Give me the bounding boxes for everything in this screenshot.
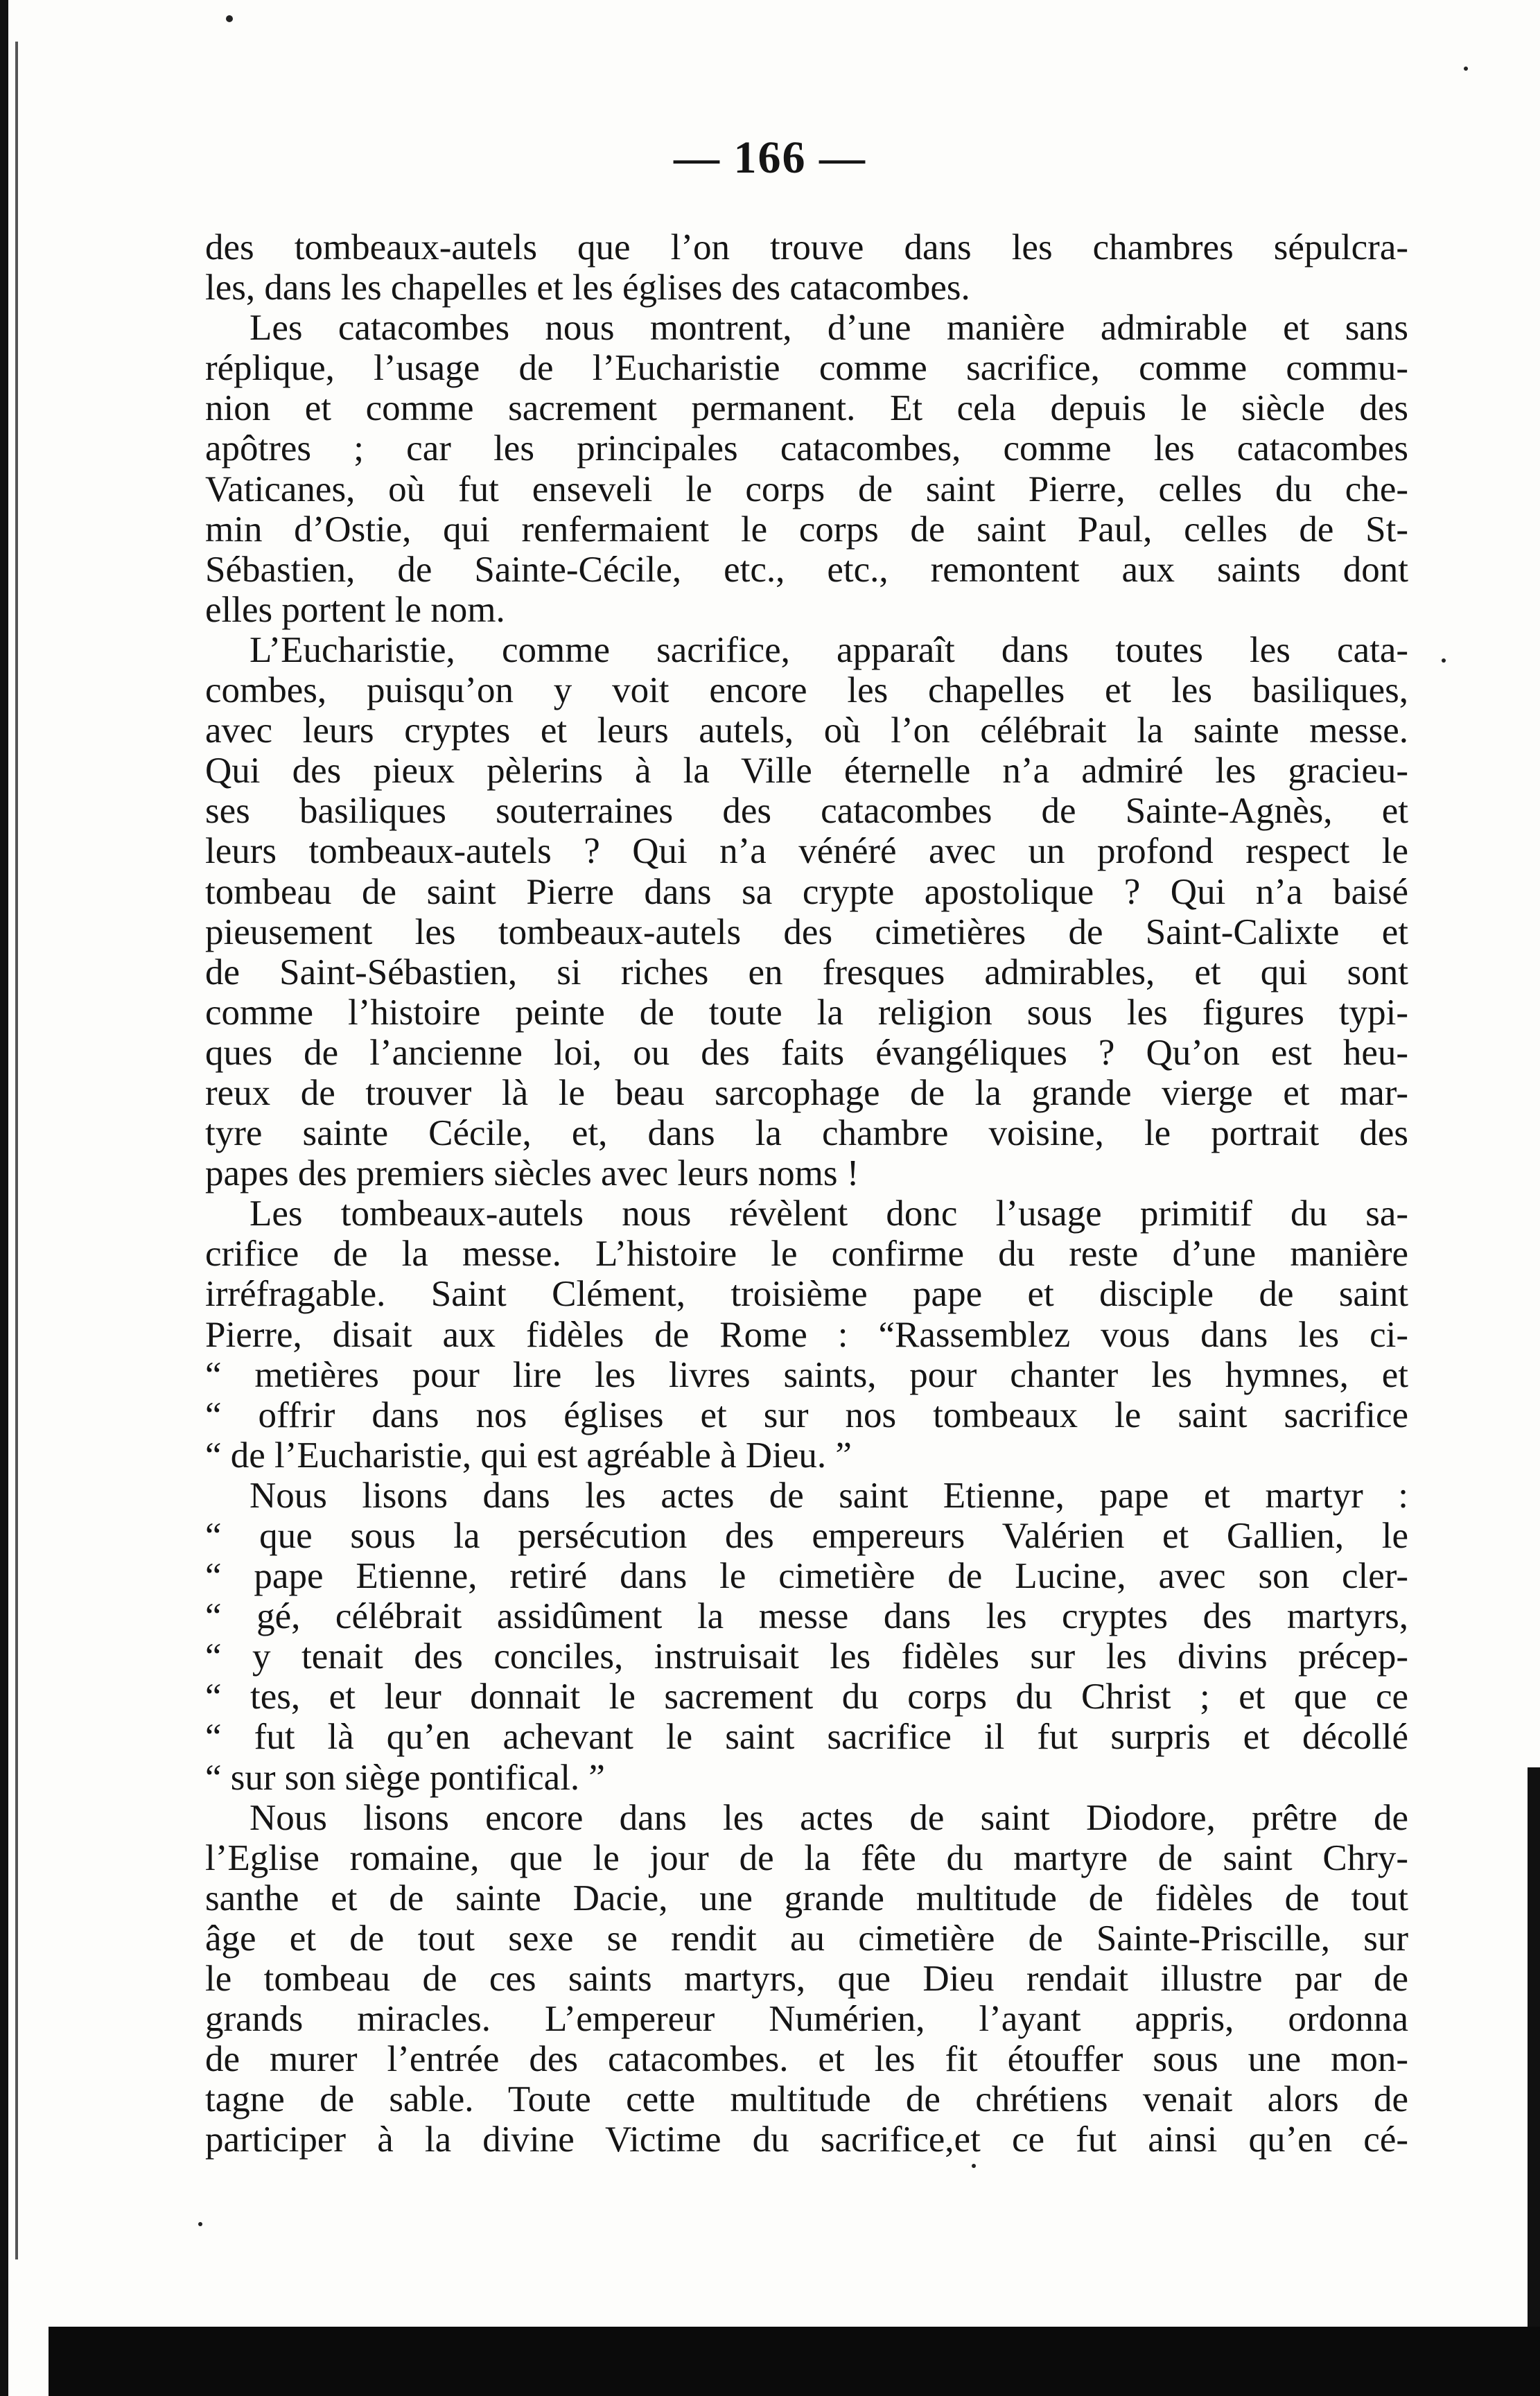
text-line: tyre sainte Cécile, et, dans la chambre voisine, le portrait des (205, 1113, 1408, 1154)
text-line: “ tes, et leur donnait le sacrement du corps du Christ ; et que ce (205, 1677, 1408, 1717)
text-line: crifice de la messe. L’histoire le confirme du reste d’une manière (205, 1234, 1408, 1275)
scan-speck (1442, 658, 1446, 663)
text-line: “ de l’Eucharistie, qui est agréable à Dieu. ” (205, 1435, 852, 1476)
text-line: de murer l’entrée des catacombes. et les fit étouffer sous une mon- (205, 2039, 1408, 2080)
scan-speck (198, 2222, 202, 2226)
text-line: “ offrir dans nos églises et sur nos tombeaux le saint sacrifice (205, 1394, 1408, 1435)
scan-speck (1464, 67, 1468, 71)
text-line: de Saint-Sébastien, si riches en fresques admirables, et qui sont (205, 952, 1408, 992)
text-line: ses basiliques souterraines des catacombes de Sainte-Agnès, et (205, 791, 1408, 832)
text-line: “ metières pour lire les livres saints, pour chanter les hymnes, et (205, 1354, 1408, 1395)
text-line: âge et de tout sexe se rendit au cimetière de Sainte-Priscille, sur (205, 1918, 1408, 1959)
text-line: nion et comme sacrement permanent. Et cela depuis le siècle des (205, 388, 1408, 429)
text-line: “ que sous la persécution des empereurs Valérien et Gallien, le (205, 1516, 1408, 1556)
text-line: papes des premiers siècles avec leurs noms ! (205, 1153, 859, 1194)
text-line: min d’Ostie, qui renfermaient le corps de saint Paul, celles de St- (205, 509, 1408, 550)
text-line: réplique, l’usage de l’Eucharistie comme sacrifice, comme commu- (205, 348, 1408, 389)
text-line: “ gé, célébrait assidûment la messe dans les cryptes des martyrs, (205, 1596, 1408, 1637)
text-line: comme l’histoire peinte de toute la religion sous les figures typi- (205, 992, 1408, 1033)
text-line: irréfragable. Saint Clément, troisième pape et disciple de saint (205, 1274, 1408, 1315)
text-line: reux de trouver là le beau sarcophage de la grande vierge et mar- (205, 1072, 1408, 1113)
text-line: leurs tombeaux-autels ? Qui n’a vénéré avec un profond respect le (205, 831, 1408, 872)
text-line: “ sur son siège pontifical. ” (205, 1757, 605, 1798)
scan-speck (226, 15, 233, 22)
text-line: “ y tenait des conciles, instruisait les fidèles sur les divins précep- (205, 1636, 1408, 1677)
text-line: apôtres ; car les principales catacombes, comme les catacombes (205, 428, 1408, 469)
text-line: Les tombeaux-autels nous révèlent donc l’usage primitif du sa- (250, 1193, 1408, 1234)
text-line: des tombeaux-autels que l’on trouve dans les chambres sépulcra- (205, 227, 1408, 268)
text-line: grands miracles. L’empereur Numérien, l’ayant appris, ordonna (205, 1999, 1408, 2040)
scan-bottom-band (49, 2327, 1540, 2396)
text-line: les, dans les chapelles et les églises des catacombes. (205, 268, 970, 308)
text-line: “ fut là qu’en achevant le saint sacrifice il fut surpris et décollé (205, 1717, 1408, 1758)
scan-right-border (1528, 1767, 1540, 2356)
text-line: elles portent le nom. (205, 589, 505, 630)
text-line: Nous lisons dans les actes de saint Etienne, pape et martyr : (250, 1475, 1408, 1516)
text-line: “ pape Etienne, retiré dans le cimetière de Lucine, avec son cler- (205, 1556, 1408, 1597)
text-line: Nous lisons encore dans les actes de saint Diodore, prêtre de (250, 1797, 1408, 1838)
text-line: combes, puisqu’on y voit encore les chapelles et les basiliques, (205, 670, 1408, 711)
text-line: L’Eucharistie, comme sacrifice, apparaît dans toutes les cata- (250, 629, 1408, 670)
text-line: Les catacombes nous montrent, d’une manière admirable et sans (250, 308, 1408, 349)
text-line: pieusement les tombeaux-autels des cimetières de Saint-Calixte et (205, 911, 1408, 952)
text-line: Vaticanes, où fut enseveli le corps de saint Pierre, celles du che- (205, 469, 1408, 509)
text-line: l’Eglise romaine, que le jour de la fête du martyre de saint Chry- (205, 1837, 1408, 1878)
text-line: tagne de sable. Toute cette multitude de chrétiens venait alors de (205, 2079, 1408, 2120)
text-line: ques de l’ancienne loi, ou des faits évangéliques ? Qu’on est heu- (205, 1032, 1408, 1073)
text-line: Pierre, disait aux fidèles de Rome : “Rassemblez vous dans les ci- (205, 1314, 1408, 1355)
body-text (205, 227, 1408, 2160)
scan-left-line (15, 42, 18, 2259)
text-line: Qui des pieux pèlerins à la Ville éternelle n’a admiré les gracieu- (205, 751, 1408, 792)
text-line: le tombeau de ces saints martyrs, que Dieu rendait illustre par de (205, 1959, 1408, 2000)
text-line: tombeau de saint Pierre dans sa crypte apostolique ? Qui n’a baisé (205, 871, 1408, 912)
scan-speck (972, 2164, 976, 2168)
scan-left-border (0, 0, 8, 2396)
text-line: avec leurs cryptes et leurs autels, où l’on célébrait la sainte messe. (205, 710, 1408, 751)
text-line: participer à la divine Victime du sacrifice,et ce fut ainsi qu’en cé- (205, 2119, 1408, 2160)
text-line: santhe et de sainte Dacie, une grande multitude de fidèles de tout (205, 1878, 1408, 1918)
text-line: Sébastien, de Sainte-Cécile, etc., etc., remontent aux saints dont (205, 549, 1408, 590)
page-number: — 166 — (674, 132, 866, 183)
